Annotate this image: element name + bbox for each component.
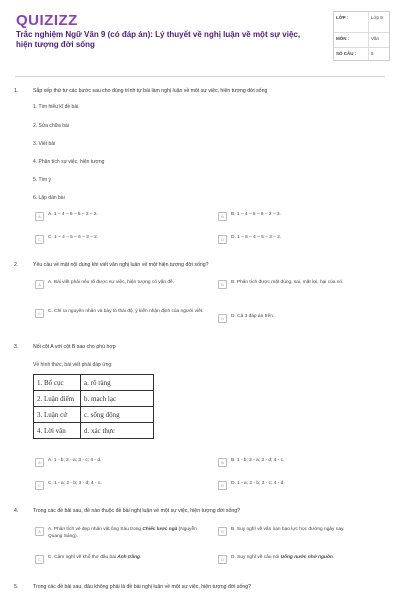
- question-text: Trong các đề bài sau, đề nào thuộc đề bài nghị luận về một sự việc, hiện tượng đời sống?: [33, 508, 241, 514]
- option-text: B. Suy nghĩ về vấn nạn bạo lực học đường ngày nay.: [231, 527, 345, 532]
- option-text-part: (Nguyễn Quang Sáng).: [48, 527, 197, 539]
- option-text: D. 1 – 6 – 4 – 5 – 3 – 2.: [231, 235, 282, 240]
- option-b[interactable]: [218, 458, 383, 467]
- option-d[interactable]: [218, 555, 388, 564]
- option-d[interactable]: [218, 481, 383, 490]
- table-cell: a. rõ ràng: [81, 375, 154, 391]
- option-c[interactable]: [35, 481, 200, 490]
- question-text: Trong các đề bài sau, đâu không phải là đề bài nghị luận về một sự việc, hiện tượng đời sống?: [33, 584, 252, 590]
- option-text: C. Chỉ ra nguyên nhân và bày tỏ thái độ, ý kiến nhận định của người viết.: [48, 309, 204, 314]
- option-letter: B: [218, 527, 227, 536]
- option-d[interactable]: [218, 314, 388, 323]
- option-text: A. 1 – 4 – 6 – 5 – 3 – 2.: [48, 212, 98, 217]
- option-letter: C: [35, 555, 44, 564]
- meta-count-row: [334, 48, 389, 60]
- question-1: [10, 88, 390, 248]
- meta-box: [333, 11, 390, 61]
- option-a[interactable]: [35, 212, 200, 221]
- option-letter: D: [218, 481, 227, 490]
- option-text-emphasis: Chiếc lược ngà: [142, 527, 178, 532]
- header-divider: [15, 76, 385, 77]
- question-2: [10, 262, 390, 337]
- option-letter: A: [35, 458, 44, 467]
- table-cell: 4. Lời văn: [34, 423, 81, 439]
- table-cell: 2. Luận điểm: [34, 391, 81, 407]
- table-cell: b. mạch lạc: [81, 391, 154, 407]
- meta-class-value: Lớp 9: [368, 12, 389, 32]
- option-text: A. 1 - b; 2 - a; 3 - c; 4 - d.: [48, 458, 102, 463]
- option-letter: D: [218, 314, 227, 323]
- question-number: 5.: [14, 584, 19, 590]
- table-row: [34, 407, 154, 423]
- table-cell: 1. Bố cục: [34, 375, 81, 391]
- option-text: D. 1 - a; 2 - b; 3 - c; 4 - d.: [231, 481, 285, 486]
- table-row: [34, 423, 154, 439]
- quizizz-logo: QUIZIZZ: [16, 12, 78, 29]
- option-letter: A: [35, 527, 44, 536]
- question-number: 4.: [14, 508, 19, 514]
- question-subtext: Về hình thức, bài viết phải đáp ứng:: [33, 362, 113, 368]
- option-text: A. Bài viết phải nêu rõ được sự việc, hiện tượng có vấn đề.: [48, 280, 175, 285]
- option-text: C. 1 - a; 2 - b; 3 - d; 4 - c.: [48, 481, 102, 486]
- option-letter: B: [218, 212, 227, 221]
- option-text-emphasis: Ánh trăng: [117, 555, 140, 560]
- question-3: [10, 344, 390, 494]
- option-text-part: C. Cảm nghĩ về khổ thơ đầu bài: [48, 555, 118, 560]
- option-letter: D: [218, 235, 227, 244]
- document-title: Trắc nghiệm Ngữ Văn 9 (có đáp án): Lý thuyết về nghị luận về một sự việc, hiện tượng đời sống: [16, 30, 301, 49]
- table-row: [34, 375, 154, 391]
- option-b[interactable]: [218, 280, 388, 289]
- meta-count-label: SỐ CÂU :: [336, 51, 357, 56]
- meta-class-label: LỚP :: [336, 15, 349, 20]
- question-4: [10, 508, 390, 573]
- option-text-part: A. Phân tích vẻ đẹp nhân vật ông Sáu trong: [48, 527, 143, 532]
- option-text-part: .: [139, 555, 142, 560]
- option-letter: D: [218, 555, 227, 564]
- option-letter: A: [35, 280, 44, 289]
- meta-subject-row: [334, 33, 389, 48]
- list-item: 2. Sửa chữa bài: [33, 123, 69, 129]
- option-text: B. 1 – 4 – 5 – 6 – 2 – 3.: [231, 212, 281, 217]
- list-item: 6. Lập dàn bài: [33, 195, 65, 201]
- question-number: 2.: [14, 262, 19, 268]
- list-item: 5. Tìm ý: [33, 177, 51, 183]
- option-text: [48, 527, 210, 540]
- option-a[interactable]: [35, 280, 210, 289]
- option-text-part: .: [332, 555, 335, 560]
- option-text: B. Phân tích được mặt đúng, sai, mặt lợi, hại của nó.: [231, 280, 344, 285]
- option-text: C. 1 – 4 – 5 – 6 – 3 – 2.: [48, 235, 99, 240]
- option-letter: B: [218, 458, 227, 467]
- option-letter: C: [35, 481, 44, 490]
- question-number: 1.: [14, 88, 19, 94]
- question-5: [10, 584, 390, 596]
- option-letter: B: [218, 280, 227, 289]
- question-text: Yêu cầu về mặt nội dung khi viết văn nghị luận về một hiện tượng đời sống?: [33, 262, 209, 268]
- table-cell: 3. Luận cứ: [34, 407, 81, 423]
- option-c[interactable]: [35, 235, 200, 244]
- option-text-part: D. Suy nghĩ về câu nói: [231, 555, 281, 560]
- option-d[interactable]: [218, 235, 383, 244]
- list-item: 4. Phân tích sự việc, hiện tượng: [33, 159, 105, 165]
- option-c[interactable]: [35, 309, 210, 318]
- option-letter: A: [35, 212, 44, 221]
- meta-count-value: 5: [368, 48, 389, 60]
- meta-subject-label: MÔN :: [336, 36, 350, 41]
- option-letter: C: [35, 309, 44, 318]
- table-row: [34, 391, 154, 407]
- option-a[interactable]: [35, 458, 200, 467]
- option-text-emphasis: Uống nước nhớ nguồn: [280, 555, 333, 560]
- list-item: 1. Tìm hiểu kĩ đề bài: [33, 104, 79, 110]
- option-c[interactable]: [35, 555, 210, 564]
- question-text: Sắp xếp thứ tự các bước sau cho đúng trình tự bài làm nghị luận về một sự việc, hiện tượng đời sống: [33, 88, 268, 94]
- meta-subject-value: Văn: [368, 33, 389, 47]
- option-text: [231, 555, 334, 562]
- question-text: Nối cột A với cột B sao cho phù hợp: [33, 344, 116, 350]
- list-item: 3. Viết bài: [33, 141, 56, 147]
- option-b[interactable]: [218, 212, 383, 221]
- option-text: B. 1 - b; 2 - a; 3 - d; 4 - c.: [231, 458, 285, 463]
- option-a[interactable]: [35, 527, 210, 540]
- table-cell: d. xác thực: [81, 423, 154, 439]
- table-cell: c. sống động: [81, 407, 154, 423]
- option-b[interactable]: [218, 527, 388, 536]
- option-letter: C: [35, 235, 44, 244]
- meta-class-row: [334, 12, 389, 33]
- option-text: D. Cả 3 đáp án trên.: [231, 314, 275, 319]
- matching-table: [33, 374, 154, 439]
- question-number: 3.: [14, 344, 19, 350]
- option-text: [48, 555, 141, 562]
